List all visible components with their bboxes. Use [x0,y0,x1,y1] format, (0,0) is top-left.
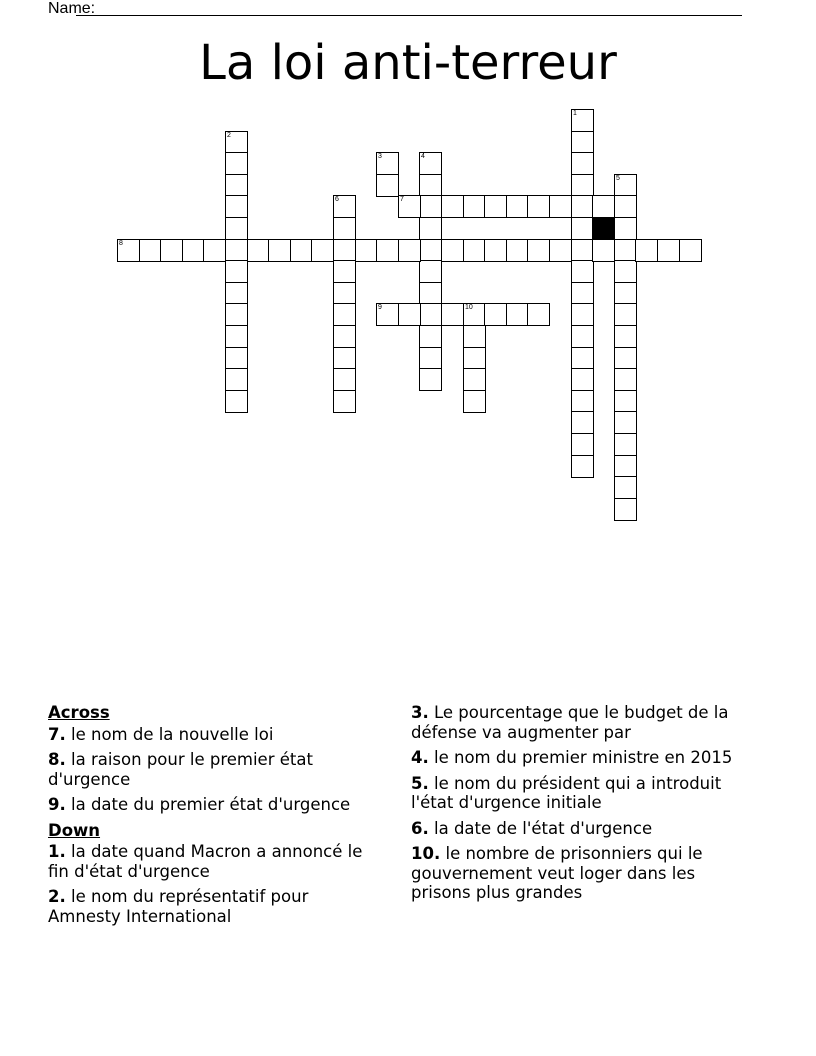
grid-clue-number: 3 [378,153,382,160]
grid-cell[interactable] [419,347,442,370]
clue-number: 4. [411,748,429,767]
clue-item [48,795,383,815]
grid-cell[interactable] [506,303,529,326]
clue-number: 9. [48,795,66,814]
grid-clue-number: 9 [378,304,382,311]
grid-clue-number: 6 [335,196,339,203]
clue-text: la date quand Macron a annoncé le fin d'état d'urgence [48,842,363,881]
clue-item [48,842,383,881]
grid-cell[interactable] [419,282,442,305]
grid-cell[interactable] [117,239,140,262]
grid-cell[interactable] [614,303,637,326]
grid-cell[interactable] [247,239,270,262]
grid-cell[interactable] [311,239,334,262]
grid-cell[interactable] [463,347,486,370]
grid-cell[interactable] [571,390,594,413]
grid-cell[interactable] [225,195,248,218]
clue-item [411,819,756,839]
grid-cell[interactable] [182,239,205,262]
clue-item [411,748,756,768]
grid-cell[interactable] [571,174,594,197]
grid-cell[interactable] [419,303,442,326]
grid-cell[interactable] [527,239,550,262]
grid-cell[interactable] [225,260,248,283]
grid-cell[interactable] [614,433,637,456]
grid-cell[interactable] [571,260,594,283]
grid-cell[interactable] [333,217,356,240]
grid-cell[interactable] [614,325,637,348]
grid-cell[interactable] [398,239,421,262]
clue-text: la date de l'état d'urgence [434,818,653,838]
grid-cell[interactable] [614,239,637,262]
clue-number: 6. [411,818,429,838]
grid-cell[interactable] [614,217,637,240]
page-title: La loi anti-terreur [199,35,617,91]
grid-cell[interactable] [614,390,637,413]
grid-cell[interactable] [635,239,658,262]
grid-cell[interactable] [333,239,356,262]
grid-cell[interactable] [225,131,248,154]
grid-cell[interactable] [419,260,442,283]
grid-cell[interactable] [463,325,486,348]
clue-item [411,703,756,742]
grid-cell[interactable] [333,390,356,413]
clue-text: le nom du président qui a introduit l'état d'urgence initiale [411,773,722,812]
grid-cell[interactable] [441,303,464,326]
grid-cell[interactable] [571,152,594,175]
clue-number: 1. [48,842,66,861]
grid-cell[interactable] [290,239,313,262]
grid-cell[interactable] [679,239,702,262]
grid-cell[interactable] [225,239,248,262]
grid-cell[interactable] [527,303,550,326]
grid-clue-number: 7 [400,196,404,203]
grid-cell[interactable] [549,239,572,262]
grid-cell[interactable] [225,174,248,197]
grid-cell[interactable] [419,195,442,218]
name-label: Name: [48,0,96,17]
clue-text: le nom du premier ministre en 2015 [434,748,733,767]
grid-cell[interactable] [571,282,594,305]
grid-cell[interactable] [333,282,356,305]
grid-cell[interactable] [592,239,615,262]
grid-cell[interactable] [355,239,378,262]
grid-cell[interactable] [614,195,637,218]
clue-number: 2. [48,887,66,906]
clue-number: 7. [48,724,66,744]
grid-cell[interactable] [527,195,550,218]
clue-text: Le pourcentage que le budget de la défense va augmenter par [411,703,729,742]
grid-cell[interactable] [398,195,421,218]
grid-cell[interactable] [463,390,486,413]
clue-text: le nombre de prisonniers qui le gouvernement veut loger dans les prisons plus grandes [411,844,703,902]
grid-cell[interactable] [614,476,637,499]
clue-number: 10. [411,844,441,863]
grid-cell[interactable] [571,368,594,391]
grid-cell[interactable] [419,152,442,175]
clue-item [48,887,383,926]
grid-cell[interactable] [398,303,421,326]
grid-cell[interactable] [614,368,637,391]
grid-cell[interactable] [571,239,594,262]
grid-cell[interactable] [614,282,637,305]
grid-clue-number: 5 [616,175,620,182]
clue-number: 8. [48,750,66,769]
grid-cell[interactable] [333,303,356,326]
grid-cell[interactable] [333,325,356,348]
grid-cell[interactable] [376,239,399,262]
grid-cell[interactable] [268,239,291,262]
grid-cell[interactable] [225,282,248,305]
clues-left-column [48,703,383,932]
clue-number: 5. [411,773,429,793]
clue-heading: Down [48,820,101,840]
grid-cell[interactable] [333,368,356,391]
clue-item [411,844,756,903]
grid-cell[interactable] [571,303,594,326]
grid-cell[interactable] [225,390,248,413]
grid-cell[interactable] [376,303,399,326]
grid-cell[interactable] [506,195,529,218]
grid-cell[interactable] [441,239,464,262]
grid-cell[interactable] [225,303,248,326]
grid-cell[interactable] [419,239,442,262]
grid-cell[interactable] [419,217,442,240]
grid-cell[interactable] [463,239,486,262]
clues-right-column [411,703,756,909]
grid-cell[interactable] [376,174,399,197]
grid-clue-number: 1 [573,110,577,117]
grid-cell[interactable] [571,195,594,218]
grid-cell[interactable] [463,368,486,391]
grid-cell[interactable] [614,260,637,283]
grid-cell[interactable] [571,109,594,132]
grid-cell[interactable] [571,131,594,154]
clue-number: 3. [411,703,429,722]
grid-cell[interactable] [614,411,637,434]
grid-cell[interactable] [376,152,399,175]
grid-cell[interactable] [139,239,162,262]
grid-cell[interactable] [571,455,594,478]
grid-cell[interactable] [225,217,248,240]
grid-cell[interactable] [484,239,507,262]
grid-cell[interactable] [484,195,507,218]
grid-clue-number: 4 [421,153,425,160]
grid-cell[interactable] [463,303,486,326]
grid-clue-number: 10 [465,304,473,311]
grid-cell[interactable] [484,303,507,326]
grid-cell[interactable] [441,195,464,218]
grid-cell[interactable] [419,368,442,391]
grid-cell[interactable] [160,239,183,262]
grid-cell[interactable] [571,325,594,348]
grid-cell[interactable] [419,174,442,197]
clue-item [48,725,383,745]
grid-cell[interactable] [571,411,594,434]
grid-cell[interactable] [506,239,529,262]
grid-cell[interactable] [614,498,637,521]
clue-text: le nom de la nouvelle loi [71,724,274,744]
grid-clue-number: 2 [227,132,231,139]
grid-cell[interactable] [614,455,637,478]
clue-text: la raison pour le premier état d'urgence [48,750,313,789]
clue-item [411,774,756,813]
grid-cell-blocked [592,217,615,240]
clue-text: le nom du représentatif pour Amnesty International [48,887,309,926]
grid-cell[interactable] [333,195,356,218]
grid-cell[interactable] [225,325,248,348]
clue-text: la date du premier état d'urgence [71,795,351,814]
clue-heading: Across [48,703,110,722]
grid-cell[interactable] [657,239,680,262]
grid-cell[interactable] [203,239,226,262]
grid-cell[interactable] [571,433,594,456]
grid-cell[interactable] [571,217,594,240]
grid-cell[interactable] [333,260,356,283]
grid-cell[interactable] [571,347,594,370]
grid-cell[interactable] [463,195,486,218]
grid-cell[interactable] [614,174,637,197]
grid-cell[interactable] [225,368,248,391]
grid-cell[interactable] [614,347,637,370]
grid-cell[interactable] [225,152,248,175]
grid-clue-number: 8 [119,240,123,247]
grid-cell[interactable] [419,325,442,348]
grid-cell[interactable] [549,195,572,218]
grid-cell[interactable] [225,347,248,370]
clue-item [48,750,383,789]
grid-cell[interactable] [592,195,615,218]
grid-cell[interactable] [333,347,356,370]
